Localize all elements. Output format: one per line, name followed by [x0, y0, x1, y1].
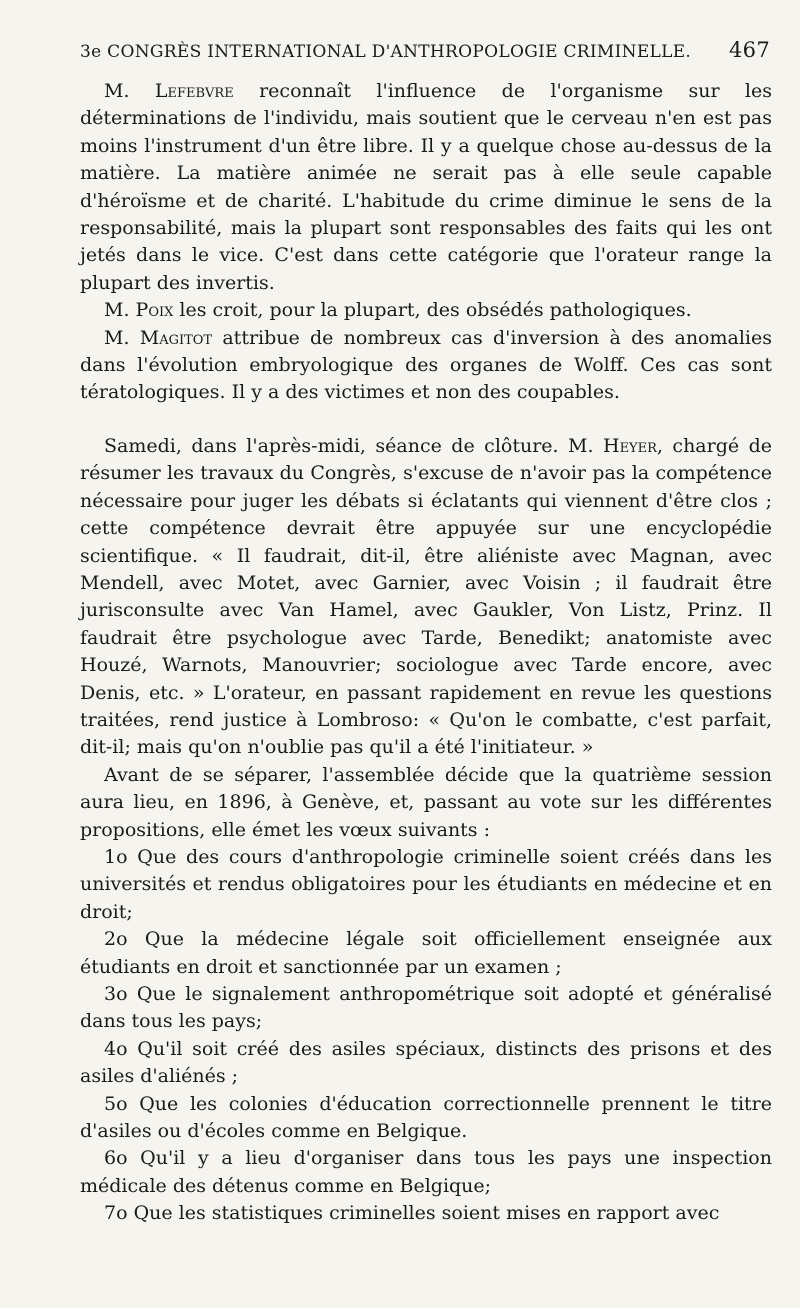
- paragraph-text: 5o Que les colonies d'éducation correctionnelle prennent le titre d'asiles ou d'écoles comme en Belgique.: [80, 1092, 772, 1143]
- speaker-name: M. Poix: [104, 299, 174, 322]
- paragraph-text: 3o Que le signalement anthropométrique soit adopté et généralisé dans tous les pays;: [80, 983, 772, 1033]
- running-title: 3e CONGRÈS INTERNATIONAL D'ANTHROPOLOGIE CRIMINELLE.: [80, 42, 692, 62]
- speaker-name: M. Magitot: [104, 326, 213, 349]
- resolution-item: [80, 926, 772, 981]
- paragraph-text: Avant de se séparer, l'assemblée décide que la quatrième session aura lieu, en 1896, à Genève, et, passant au vote sur les différentes propositions, elle émet les vœux suivants :: [80, 763, 772, 841]
- paragraph-text: , chargé de résumer les travaux du Congrès, s'excuse de n'avoir pas la compétence nécessaire pour juger les débats si éclatants qui viennent d'être clos ; cette compétence devrait être appuyée sur une encyclopédie scientifique. « Il faudrait, dit-il, être aliéniste avec Magnan, avec Mendell, avec Motet, avec Garnier, avec Voisin ; il faudrait être jurisconsulte avec Van Hamel, avec Gaukler, Von Listz, Prinz. Il faudrait être psychologue avec Tarde, Benedikt; anatomiste avec Houzé, Warnots, Manouvrier; sociologue avec Tarde encore, avec Denis, etc. » L'orateur, en passant rapidement en revue les questions traitées, rend justice à Lombroso: « Qu'on le combatte, c'est parfait, dit-il; mais qu'on n'oublie pas qu'il a été l'initiateur. »: [80, 434, 772, 759]
- paragraph-text: attribue de nombreux cas d'inversion à des anomalies dans l'évolution embryologique des organes de Wolff. Ces cas sont tératologiques. Il y a des victimes et non des coupables.: [80, 326, 772, 404]
- paragraph-text-lead: Samedi, dans l'après-midi, séance de clôture.: [104, 434, 569, 457]
- resolution-item: [80, 1036, 772, 1091]
- speaker-name: M. Heyer: [568, 434, 657, 457]
- paragraph-text: 4o Qu'il soit créé des asiles spéciaux, distincts des prisons et des asiles d'aliénés ;: [80, 1037, 772, 1088]
- resolution-item: [80, 981, 772, 1036]
- paragraph-text: 2o Que la médecine légale soit officiellement enseignée aux étudiants en droit et sanctionnée par un examen ;: [80, 928, 772, 978]
- resolution-item: [80, 1200, 772, 1227]
- running-head: [80, 38, 772, 74]
- paragraph-text: 1o Que des cours d'anthropologie criminelle soient créés dans les universités et rendus obligatoires pour les étudiants en médecine et en droit;: [80, 845, 772, 923]
- paragraph-lefebvre: [80, 78, 772, 297]
- paragraph-text: les croit, pour la plupart, des obsédés pathologiques.: [173, 299, 692, 322]
- paragraph-closing-session: [80, 433, 772, 762]
- paragraph-poix: [80, 297, 772, 324]
- paragraph-text: reconnaît l'influence de l'organisme sur les déterminations de l'individu, mais soutient que le cerveau n'en est pas moins l'instrument d'un être libre. Il y a quelque chose au-dessus de la matière. La matière animée ne serait pas à elle seule capable d'héroïsme et de charité. L'habitude du crime diminue le sens de la responsabilité, mais la plupart sont responsables des faits qui les ont jetés dans le vice. C'est dans cette catégorie que l'orateur range la plupart des invertis.: [80, 80, 772, 294]
- resolution-item: [80, 844, 772, 926]
- paragraph-magitot: [80, 325, 772, 407]
- paragraph-text: 7o Que les statistiques criminelles soient mises en rapport avec: [104, 1202, 720, 1225]
- paragraph-vote: [80, 762, 772, 844]
- paragraph-text: 6o Qu'il y a lieu d'organiser dans tous les pays une inspection médicale des détenus comme en Belgique;: [80, 1147, 772, 1197]
- resolution-item: [80, 1091, 772, 1146]
- resolution-item: [80, 1145, 772, 1200]
- page-number: 467: [729, 38, 770, 62]
- speaker-name: M. Lefebvre: [104, 80, 234, 102]
